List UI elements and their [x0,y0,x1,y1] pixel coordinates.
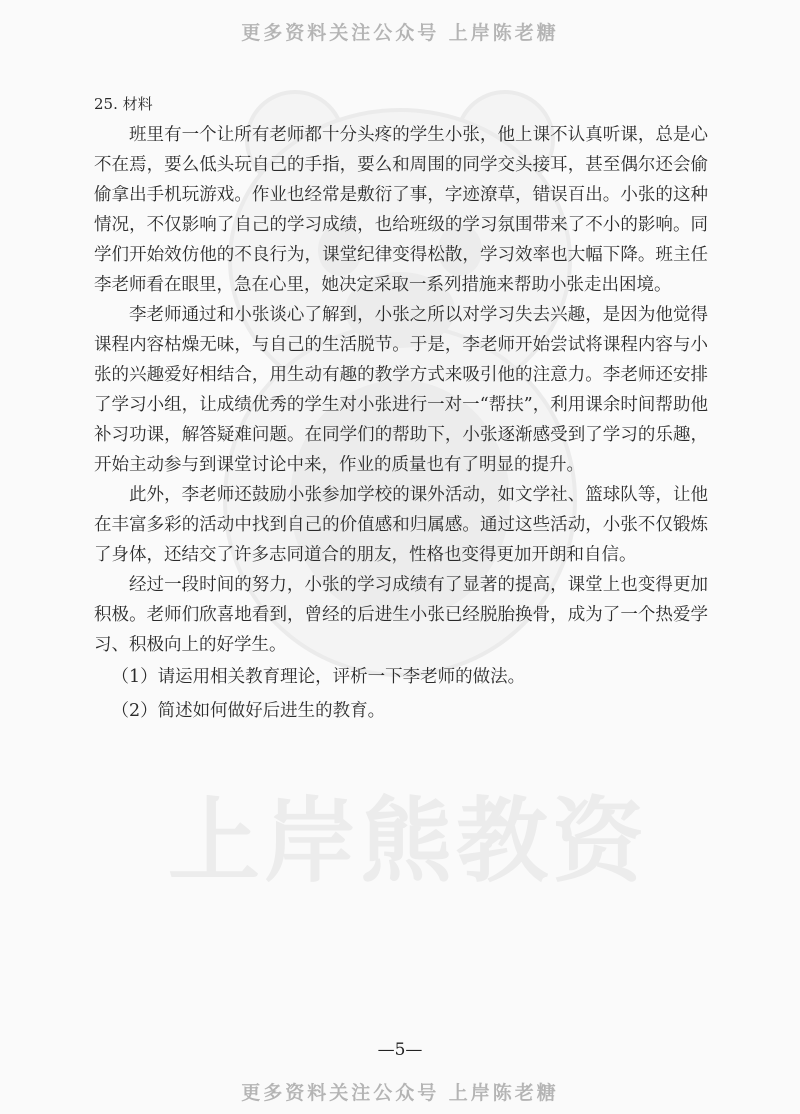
material-paragraph: 经过一段时间的努力，小张的学习成绩有了显著的提高，课堂上也变得更加积极。老师们欣喜地看到，曾经的后进生小张已经脱胎换骨，成为了一个热爱学习、积极向上的好学生。 [94,575,708,655]
material-paragraph: 李老师通过和小张谈心了解到，小张之所以对学习失去兴趣，是因为他觉得课程内容枯燥无味，与自己的生活脱节。于是，李老师开始尝试将课程内容与小张的兴趣爱好相结合，用生动有趣的教学方式来吸引他的注意力。李老师还安排了学习小组，让成绩优秀的学生对小张进行一对一“帮扶”，利用课余时间帮助他补习功课，解答疑难问题。在同学们的帮助下，小张逐渐感受到了学习的乐趣，开始主动参与到课堂讨论中来，作业的质量也有了明显的提升。 [94,305,708,475]
question-block [94,90,708,728]
header-banner: 更多资料关注公众号 上岸陈老糖 [241,22,559,44]
material-paragraph: 班里有一个让所有老师都十分头疼的学生小张，他上课不认真听课，总是心不在焉，要么低头玩自己的手指，要么和周围的同学交头接耳，甚至偶尔还会偷偷拿出手机玩游戏。作业也经常是敷衍了事，字迹潦草，错误百出。小张的这种情况，不仅影响了自己的学习成绩，也给班级的学习氛围带来了不小的影响。同学们开始效仿他的不良行为，课堂纪律变得松散，学习效率也大幅下降。班主任李老师看在眼里，急在心里，她决定采取一系列措施来帮助小张走出困境。 [94,125,708,295]
page-number: —5— [377,1040,423,1060]
sub-question: （2）简述如何做好后进生的教育。 [111,701,386,721]
sub-question: （1）请运用相关教育理论，评析一下李老师的做法。 [111,667,526,687]
question-title: 25. 材料 [94,95,153,113]
watermark-text: 上岸熊教资 [167,788,648,895]
material-paragraph: 此外，李老师还鼓励小张参加学校的课外活动，如文学社、篮球队等，让他在丰富多彩的活动中找到自己的价值感和归属感。通过这些活动，小张不仅锻炼了身体，还结交了许多志同道合的朋友，性格也变得更加开朗和自信。 [94,485,708,565]
footer-banner: 更多资料关注公众号 上岸陈老糖 [241,1082,559,1104]
